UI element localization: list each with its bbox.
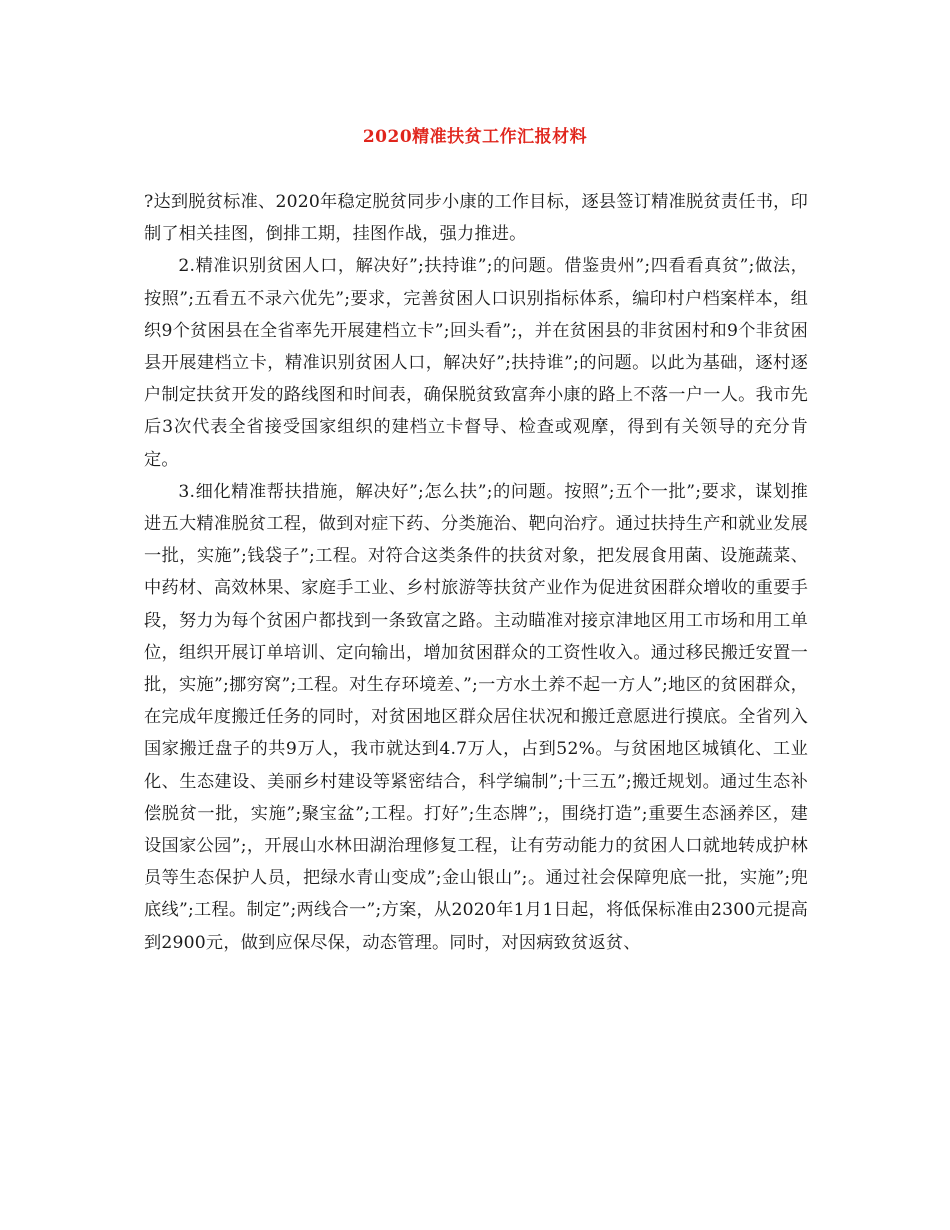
paragraph-precise-assistance: 3.细化精准帮扶措施，解决好”;怎么扶”;的问题。按照”;五个一批”;要求，谋划推进五大精准脱贫工程，做到对症下药、分类施治、靶向治疗。通过扶持生产和就业发展一批，实施”;钱袋子”;工程。对符合这类条件的扶贫对象，把发展食用菌、设施蔬菜、中药材、高效林果、家庭手工业、乡村旅游等扶贫产业作为促进贫困群众增收的重要手段，努力为每个贫困户都找到一条致富之路。主动瞄准对接京津地区用工市场和用工单位，组织开展订单培训、定向输出，增加贫困群众的工资性收入。通过移民搬迁安置一批，实施”;挪穷窝”;工程。对生存环境差、”;一方水土养不起一方人”;地区的贫困群众，在完成年度搬迁任务的同时，对贫困地区群众居住状况和搬迁意愿进行摸底。全省列入国家搬迁盘子的共9万人，我市就达到4.7万人，占到52%。与贫困地区城镇化、工业化、生态建设、美丽乡村建设等紧密结合，科学编制”;十三五”;搬迁规划。通过生态补偿脱贫一批，实施”;聚宝盆”;工程。打好”;生态牌”;，围绕打造”;重要生态涵养区，建设国家公园”;，开展山水林田湖治理修复工程，让有劳动能力的贫困人口就地转成护林员等生态保护人员，把绿水青山变成”;金山银山”;。通过社会保障兜底一批，实施”;兜底线”;工程。制定”;两线合一”;方案，从2020年1月1日起，将低保标准由2300元提高到2900元，做到应保尽保，动态管理。同时，对因病致贫返贫、 <box>144 481 808 953</box>
paragraph-continuation: ?达到脱贫标准、2020年稳定脱贫同步小康的工作目标，逐县签订精准脱贫责任书，印制了相关挂图，倒排工期，挂图作战，强力推进。 <box>144 192 808 245</box>
document-title: 2020精准扶贫工作汇报材料 <box>362 127 588 147</box>
paragraph-precise-identification: 2.精准识别贫困人口，解决好”;扶持谁”;的问题。借鉴贵州”;四看看真贫”;做法，按照”;五看五不录六优先”;要求，完善贫困人口识别指标体系，编印村户档案样本，组织9个贫困县在全省率先开展建档立卡”;回头看”;，并在贫困县的非贫困村和9个非贫困县开展建档立卡，精准识别贫困人口，解决好”;扶持谁”;的问题。以此为基础，逐村逐户制定扶贫开发的路线图和时间表，确保脱贫致富奔小康的路上不落一户一人。我市先后3次代表全省接受国家组织的建档立卡督导、检查或观摩，得到有关领导的充分肯定。 <box>144 256 808 470</box>
document-body <box>144 186 808 959</box>
